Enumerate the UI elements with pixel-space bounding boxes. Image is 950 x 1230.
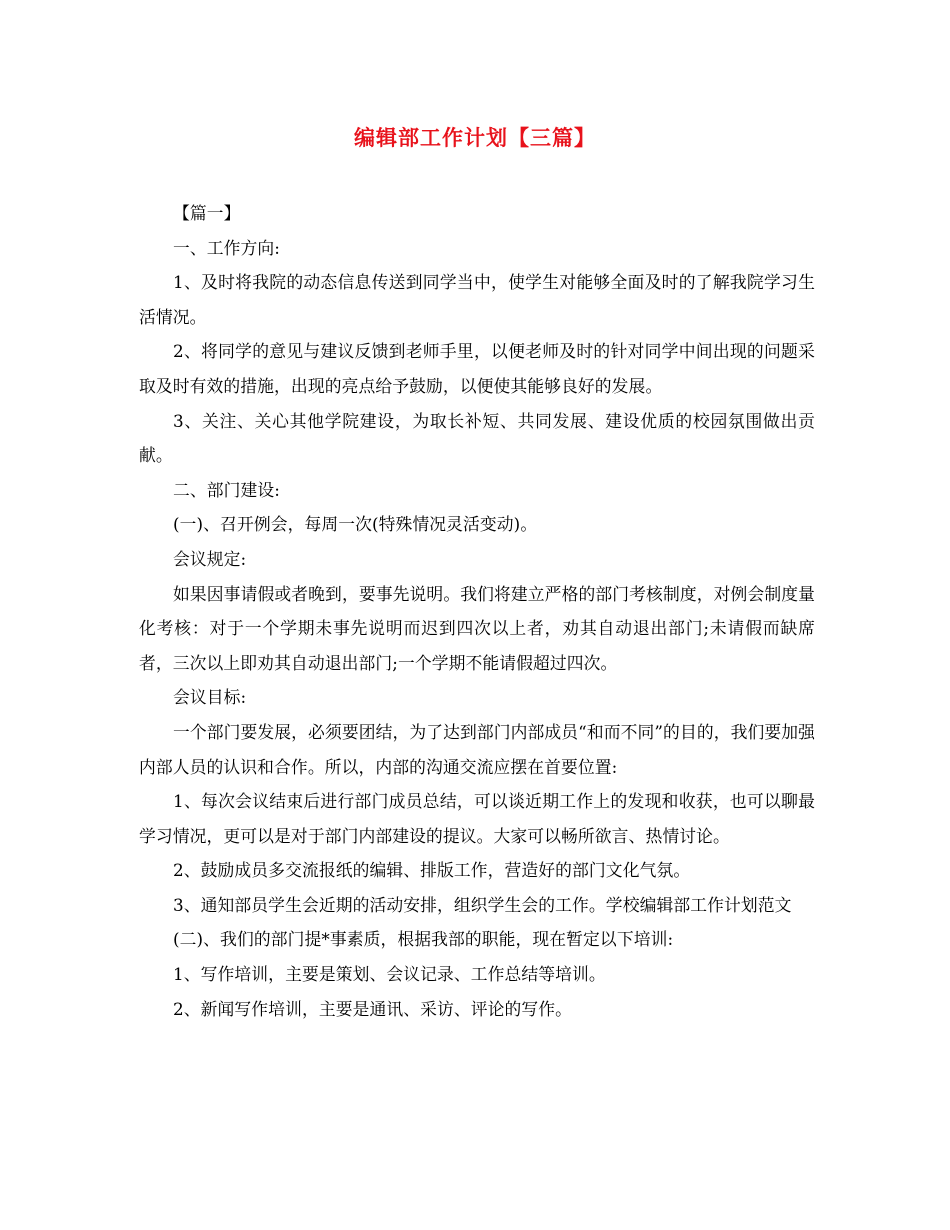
paragraph: 如果因事请假或者晚到，要事先说明。我们将建立严格的部门考核制度，对例会制度量化考核：对于一个学期未事先说明而迟到四次以上者，劝其自动退出部门;未请假而缺席者，三次以上即劝其自动退出部门;一个学期不能请假超过四次。 (139, 583, 815, 673)
section-heading-part-one: 【篇一】 (173, 203, 241, 223)
paragraph: 2、将同学的意见与建议反馈到老师手里，以便老师及时的针对同学中间出现的问题采取及时有效的措施，出现的亮点给予鼓励，以便使其能够良好的发展。 (139, 341, 815, 396)
heading-meeting-rules: 会议规定: (173, 548, 247, 569)
paragraph: 2、鼓励成员多交流报纸的编辑、排版工作，营造好的部门文化气氛。 (173, 860, 691, 881)
heading-work-direction: 一、工作方向: (173, 237, 281, 258)
paragraph: 2、新闻写作培训，主要是通讯、采访、评论的写作。 (173, 998, 573, 1019)
paragraph: 1、写作培训，主要是策划、会议记录、工作总结等培训。 (173, 964, 606, 985)
paragraph: (一)、召开例会，每周一次(特殊情况灵活变动)。 (173, 514, 538, 535)
paragraph: 1、及时将我院的动态信息传送到同学当中，使学生对能够全面及时的了解我院学习生活情况。 (139, 272, 815, 327)
paragraph: 一个部门要发展，必须要团结，为了达到部门内部成员“和而不同”的目的，我们要加强内部人员的认识和合作。所以，内部的沟通交流应摆在首要位置: (139, 721, 815, 777)
document-body (139, 196, 815, 1026)
paragraph: 3、关注、关心其他学院建设，为取长补短、共同发展、建设优质的校园氛围做出贡献。 (139, 410, 815, 466)
paragraph: 1、每次会议结束后进行部门成员总结，可以谈近期工作上的发现和收获，也可以聊最学习情况，更可以是对于部门内部建设的提议。大家可以畅所欲言、热情讨论。 (139, 791, 815, 846)
heading-meeting-goals: 会议目标: (173, 687, 247, 708)
document-title: 编辑部工作计划【三篇】 (354, 125, 596, 150)
paragraph: (二)、我们的部门提*事素质，根据我部的职能，现在暂定以下培训: (173, 929, 674, 950)
paragraph: 3、通知部员学生会近期的活动安排，组织学生会的工作。学校编辑部工作计划范文 (173, 894, 792, 915)
heading-department-building: 二、部门建设: (173, 479, 281, 500)
